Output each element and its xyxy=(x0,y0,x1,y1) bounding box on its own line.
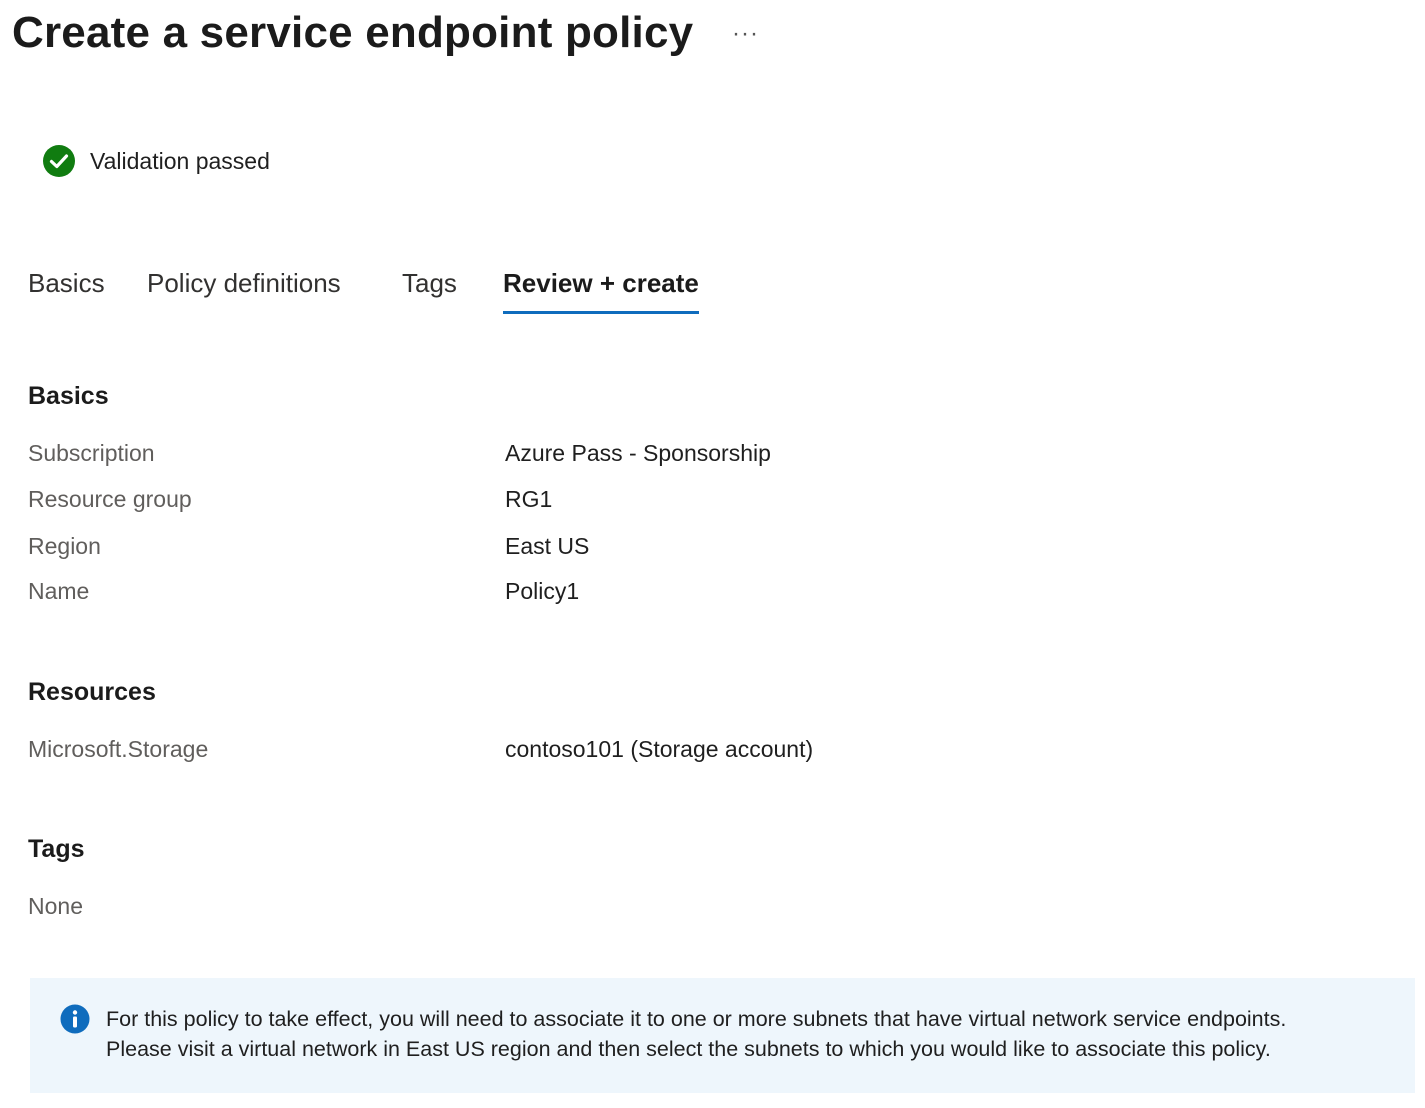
page-title: Create a service endpoint policy xyxy=(12,8,694,57)
tab-basics[interactable]: Basics xyxy=(28,268,105,298)
region-value: East US xyxy=(505,533,590,559)
info-icon xyxy=(60,1004,90,1039)
microsoft-storage-label: Microsoft.Storage xyxy=(28,736,209,762)
tab-review-create[interactable]: Review + create xyxy=(503,268,699,314)
info-message xyxy=(106,1004,1396,1064)
tab-policy-definitions[interactable]: Policy definitions xyxy=(147,268,341,298)
resources-heading: Resources xyxy=(28,678,156,706)
storage-account-value: contoso101 (Storage account) xyxy=(505,736,814,762)
info-message-line-2: Please visit a virtual network in East US region and then select the subnets to which you would like to associate this policy. xyxy=(106,1037,1271,1061)
resource-group-value: RG1 xyxy=(505,486,553,512)
validation-text: Validation passed xyxy=(90,147,270,174)
subscription-label: Subscription xyxy=(28,440,155,466)
tab-tags[interactable]: Tags xyxy=(402,268,457,298)
name-value: Policy1 xyxy=(505,578,580,604)
tags-value: None xyxy=(28,893,83,919)
region-label: Region xyxy=(28,533,101,559)
check-circle-icon xyxy=(42,144,76,178)
basics-heading: Basics xyxy=(28,382,109,410)
tags-heading: Tags xyxy=(28,835,85,863)
validation-status xyxy=(42,144,270,178)
more-options-button[interactable]: ··· xyxy=(732,20,759,47)
info-message-line-1: For this policy to take effect, you will need to associate it to one or more subnets that have virtual network service endpoints. xyxy=(106,1007,1287,1031)
name-label: Name xyxy=(28,578,90,604)
subscription-value: Azure Pass - Sponsorship xyxy=(505,440,771,466)
info-banner xyxy=(30,978,1415,1093)
resource-group-label: Resource group xyxy=(28,486,192,512)
